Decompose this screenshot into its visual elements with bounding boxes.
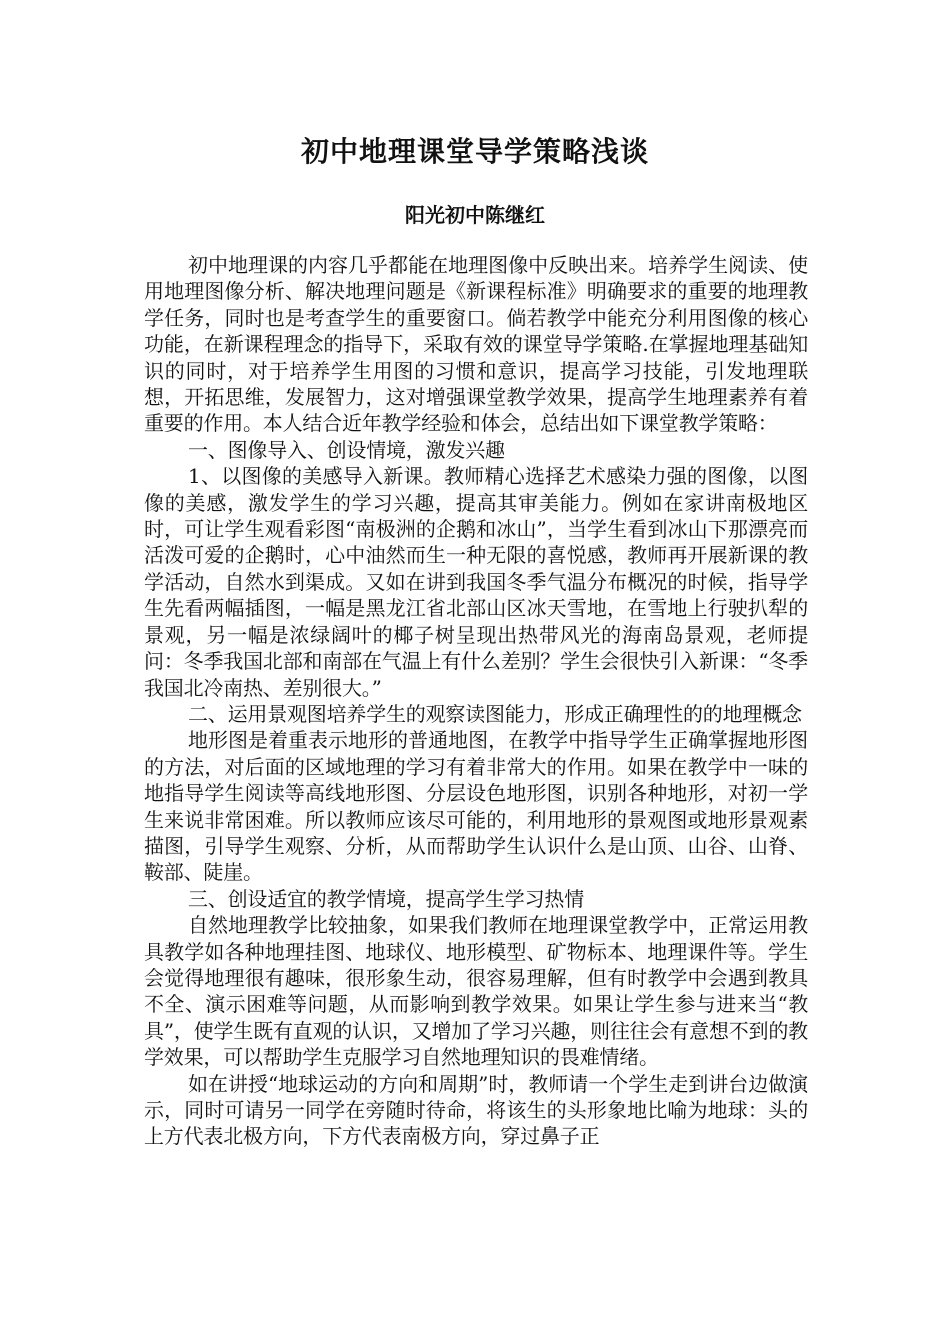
- page-title: 初中地理课堂导学策略浅谈: [300, 135, 649, 168]
- author-line: 阳光初中陈继红: [405, 203, 545, 227]
- paragraph-1-1: 1、以图像的美感导入新课。教师精心选择艺术感染力强的图像，以图像的美感，激发学生的学习兴趣，提高其审美能力。例如在家讲南极地区时，可让学生观看彩图“南极洲的企鹅和冰山”，当学生看到冰山下那漂亮而活泼可爱的企鹅时，心中油然而生一种无限的喜悦感，教师再开展新课的教学活动，自然水到渠成。又如在讲到我国冬季气温分布概况的时候，指导学生先看两幅插图，一幅是黑龙江省北部山区冰天雪地，在雪地上行驶扒犁的景观，另一幅是浓绿阔叶的椰子树呈现出热带风光的海南岛景观，老师提问：冬季我国北部和南部在气温上有什么差别？学生会很快引入新课：“冬季我国北冷南热、差别很大。”: [144, 464, 808, 700]
- document-body: [144, 252, 808, 1150]
- paragraph-intro: 初中地理课的内容几乎都能在地理图像中反映出来。培养学生阅读、使用地理图像分析、解决地理问题是《新课程标准》明确要求的重要的地理教学任务，同时也是考查学生的重要窗口。倘若教学中能充分利用图像的核心功能，在新课程理念的指导下，采取有效的课堂导学策略.在掌握地理基础知识的同时，对于培养学生用图的习惯和意识，提高学习技能，引发地理联想，开拓思维，发展智力，这对增强课堂教学效果，提高学生地理素养有着重要的作用。本人结合近年教学经验和体会，总结出如下课堂教学策略：: [144, 253, 808, 436]
- paragraph-3: 自然地理教学比较抽象，如果我们教师在地理课堂教学中，正常运用教具教学如各种地理挂图、地球仪、地形模型、矿物标本、地理课件等。学生会觉得地理很有趣味，很形象生动，很容易理解，但有时教学中会遇到教具不全、演示困难等问题，从而影响到教学效果。如果让学生参与进来当“教具”，使学生既有直观的认识，又增加了学习兴趣，则往往会有意想不到的教学效果，可以帮助学生克服学习自然地理知识的畏难情绪。: [144, 913, 808, 1070]
- paragraph-2: 地形图是着重表示地形的普通地图，在教学中指导学生正确掌握地形图的方法，对后面的区域地理的学习有着非常大的作用。如果在教学中一味的地指导学生阅读等高线地形图、分层设色地形图，识别各种地形，对初一学生来说非常困难。所以教师应该尽可能的，利用地形的景观图或地形景观素描图，引导学生观察、分析，从而帮助学生认识什么是山顶、山谷、山脊、鞍部、陡崖。: [144, 728, 808, 885]
- paragraph-3-example: 如在讲授“地球运动的方向和周期”时，教师请一个学生走到讲台边做演示，同时可请另一同学在旁随时待命，将该生的头形象地比喻为地球：头的上方代表北极方向，下方代表南极方向，穿过鼻子正: [144, 1071, 808, 1149]
- section-heading-1: 一、图像导入、创设情境，激发兴趣: [188, 437, 505, 462]
- section-heading-3: 三、创设适宜的教学情境，提高学生学习热情: [188, 886, 584, 911]
- section-heading-2: 二、运用景观图培养学生的观察读图能力，形成正确理性的的地理概念: [188, 701, 802, 726]
